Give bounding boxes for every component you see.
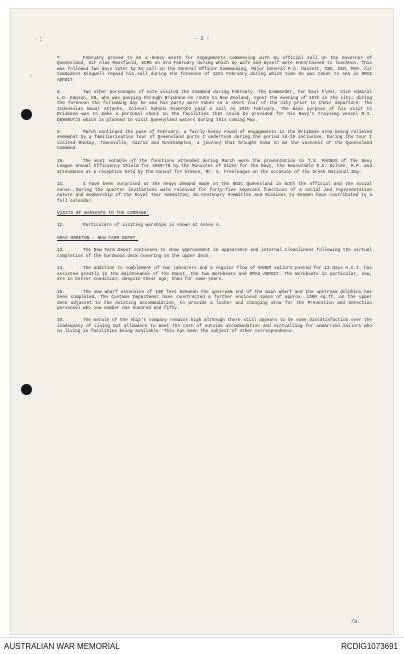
paragraph-7: 7. February proved to be a heavy month for engagements commencing with my official call on the Governor of Queensland, Sir Alan Mansfield, KCMG on 3rd February during which my wife and myself were entertained to luncheon. This was followed two days later by my call on the General Officer Commanding, Major General P.G. Hassett, CBE, DSO, MVO. Air Commodore Kingwell repaid his call during the forenoon of 12th February during which time he was taken to sea in HMAS ADROIT. [57, 56, 372, 83]
punch-hole-icon [21, 384, 32, 395]
paragraph-15: 15. The new wharf extension of 100 feet between the upstream end of the main wharf and the upstream dolphins has been completed. The Customs Department have constructed a further enclosed space of approx. 1300 sq.ft. on the upper deck adjacent to the existing accommodation, to provide a locker and changing area for the Prevention and Detection personnel who now number one hundred and fifty. [57, 289, 372, 311]
continuation-marker: /3. [350, 619, 360, 625]
paragraph-8: 8. Two other personages of note visited the Command during February. The Commander, Far East Fleet, Vice Admiral L.D. Empson, CB, who was passing through Brisbane en route to New Zealand, spent the evening of 16th in the city; during the forenoon the following day he and his party were taken on a short tour of the city prior to their departure. The Indonesian Naval Attache, Colonel Sahono Soebroto paid a call on 20th February. The main purpose of his visit to Brisbane was to make a personal check on the facilities that could be provided for his Navy's training vessel R.I. DEWARUTJI which is planned to visit Queensland waters during this coming May. [57, 90, 372, 123]
document-body [57, 56, 372, 342]
paragraph-9: 9. March continued the pace of February, a fairly heavy round of engagements in the Brisbane area being relieved somewhat by a familiarisation tour of Queensland ports I undertook during the period 16-19 inclusive. During the tour I visited Mackay, Townsville, Cairns and Rockhampton, a journey that brought home to me the vastness of the Queensland Command. [57, 129, 372, 152]
paper-speck-mark: . [29, 71, 34, 79]
page-number: - 2 - [194, 36, 210, 42]
paragraph-16: 16. The morale of the ship's company remains high although there still appears to be some dissatisfaction over the inadequacy of Living Out allowance to meet the cost of outside accommodation and victualling for unmarried sailors who no living in facilities being available. This has been the subject of other correspondence. [57, 318, 372, 335]
paragraph-12: 12. Particulars of visiting warships is shown at Annex A. [57, 223, 222, 229]
section-heading-warship-visits: VISITS OF WARSHIPS TO THE COMMAND. [57, 210, 150, 216]
archive-footer [0, 637, 404, 654]
document-sheet [10, 8, 394, 635]
paragraph-10: 10. The most notable of the functions attended during March were the presentation to T.S. MAGNUS of the Navy League Annual Efficiency Shield for 1969/70 by the Minister of State for the Navy, the Honourable D.C. Killen, M.P. and attendance at a reception held by the Consul for Greece, Mr. A. Freeleagus on the occasion of the Greek National Day. [57, 158, 372, 175]
punch-hole-icon [21, 109, 32, 120]
footer-record-id: RCDIG1073691 [341, 642, 398, 651]
paragraph-11: 11. I have been surprised at the heavy demand made on the NOIC Queensland in both the official and the social sense. During the quarter invitations were received for forty-five separate functions of a social and representative nature and membership of the Royal Tour Committee, Bi-Centenary Committee and Missions to Seamen have contributed to a full calendar. [57, 182, 372, 204]
footer-archive-name: AUSTRALIAN WAR MEMORIAL [4, 642, 120, 651]
section-heading-new-farm-depot: HMAS MORETON - NEW FARM DEPOT. [57, 235, 139, 241]
paper-speck-mark: ·: [34, 36, 43, 44]
paragraph-14: 14. The addition to complement of two labourers and a regular flow of RANEM sailors posted for 13 days A.C.T. has assisted greatly in the maintenance of the Depot, the two Workboats and HMAS ADROIT. The Workboats in particular, now, are in better condition, despite their age, than for some years. [57, 266, 372, 283]
paragraph-13: 13. The New Farm Depot continues to show improvement in appearance and internal cleanliness following the virtual completion of the hardwood deck covering on the upper deck. [57, 248, 372, 259]
